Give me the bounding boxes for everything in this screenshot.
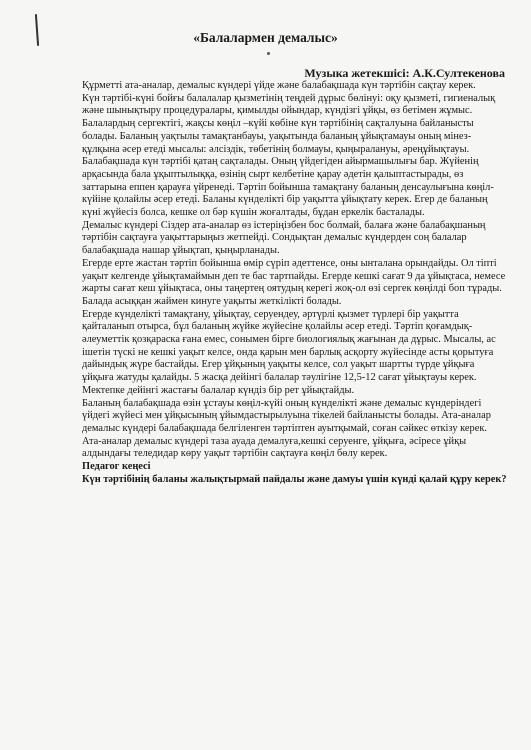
paragraph-6: Егерде ерте жастан тәртіп бойынша өмір сүріп әдеттенсе, оны ынталана орындайды. Ол тіпті уақыт келгенде ұйықтамаймын деп те бас тартпайды. Егерде кешкі сағат 9 да ұйықтаса, немесе жарты сағат кеш ұйықтаса, оны таңертең оятудың керегі жоқ-ол өзі сергек көңілді боп тұрады. Балада асыққан жаймен кинуге уақыты жеткілікті болады. xyxy=(82,257,506,307)
paragraph-1: Құрметті ата-аналар, демалыс күндері үйде және балабақшада күн тәртібін сақтау керек. xyxy=(82,80,476,91)
paragraph-5: Демалыс күндері Сіздер ата-аналар өз істеріңізбен бос болмай, балаға және балабақшаның тәртібін сақтауға уақыттарыңыз жетпейді. Сондықтан демалыс күндерден соң балалар балабақшада нашар ұйықтап, қыңырланады. xyxy=(82,219,486,257)
ink-dot xyxy=(267,52,270,55)
paragraph-2: Күн тәртібі-күні бойғы балалалар қызметінің теңдей дұрыс бөлінуі: оқу қызметі, гигиеналық және шынықтыру процедуралары, қимылды ойындар, күндізгі ұйқы, өз бетімен жұмыс. xyxy=(82,92,496,117)
paragraph-7: Егерде күнделікті тамақтану, ұйықтау, серуендеу, әртүрлі қызмет түрлері бір уақытта қайталанып отырса, бұл баланың жүйке жүйесіне қолайлы әсер етеді. Тәртіп қоғамдық-әлеуметтік қозқараска ғана емес, сонымен бірге биологиялық жағынан да дұрыс. Мысалы, ас ішетін түскі не кешкі уақыт келсе, онда қарын мен барлық асқорту жүйесінде асты қорытуға дайындық жүре бастайды. Егер ұйқының уақыты келсе, сол уақыт шартты түрде ұйқыға ұйқыға жатуды қалайды. 5 жасқа дейінгі балалар тәулігіне 12,5-12 сағат ұйықтауы керек. Мектепке дейінгі жастағы балалар күндіз бір рет ұйықтайды. xyxy=(82,308,496,396)
advice-heading: Педагог кеңесі xyxy=(82,461,151,473)
document-title: «Балалармен демалыс» xyxy=(193,30,338,45)
paragraph-8: Баланың балабақшада өзін ұстауы көңіл-күйі оның күнделікті және демалыс күндеріндегі үйдегі жүйесі мен ұйқысының ұйымдастырылуына тікелей байланысты болады. Ата-аналар демалыс күндері балабақшада белгіленген тәртіптен ауытқымай, соған сәйкес өткізу керек. Ата-аналар демалыс күндері таза ауада демалуға,кешкі серуенге, ұйқыға, әсіресе ұйқы алдындағы теледидар көру уақыт тәртібін сақтауға көңіл бөлу керек. xyxy=(82,397,491,460)
advice-question: Күн тәртібінің баланы жалықтырмай пайдалы және дамуы үшін күнді қалай құру керек? xyxy=(82,473,507,485)
paragraph-3: Балалардың сергектігі, жақсы көңіл –күйі көбіне күн тәртібінің сақталуына байланысты болады. Баланың уақтылы тамақтанбауы, уақытында баланың ұйықтамауы оның мінез-құлқына әсер етеді мысалы: әлсіздік, төбетінің болмауы, қыңыралануы, әреңұйықтауы. xyxy=(82,118,474,155)
document-body xyxy=(82,80,507,487)
paragraph-4: Балабақшада күн тәртібі қатаң сақталады. Оның үйдегіден айырмашылығы бар. Жүйенің арқасында бала ұқыптылыққа, өзінің сырт келбетіне қарау әдетін қалыптастырады, өз заттарына еппен қарауға үйренеді. Тәртіп бойынша тамақтану баланың денсаулығына көңіл-күйіне қолайлы әсер етеді. Баланы күнделікті бір уақытта ұйықтату керек. Егер де баланың күні жүйесіз болса, кешке ол бәр күшін жоғалтады, бұдан еркелік басталады. xyxy=(82,156,494,219)
document-author: Музыка жетекшісі: А.К.Султекенова xyxy=(304,66,505,80)
